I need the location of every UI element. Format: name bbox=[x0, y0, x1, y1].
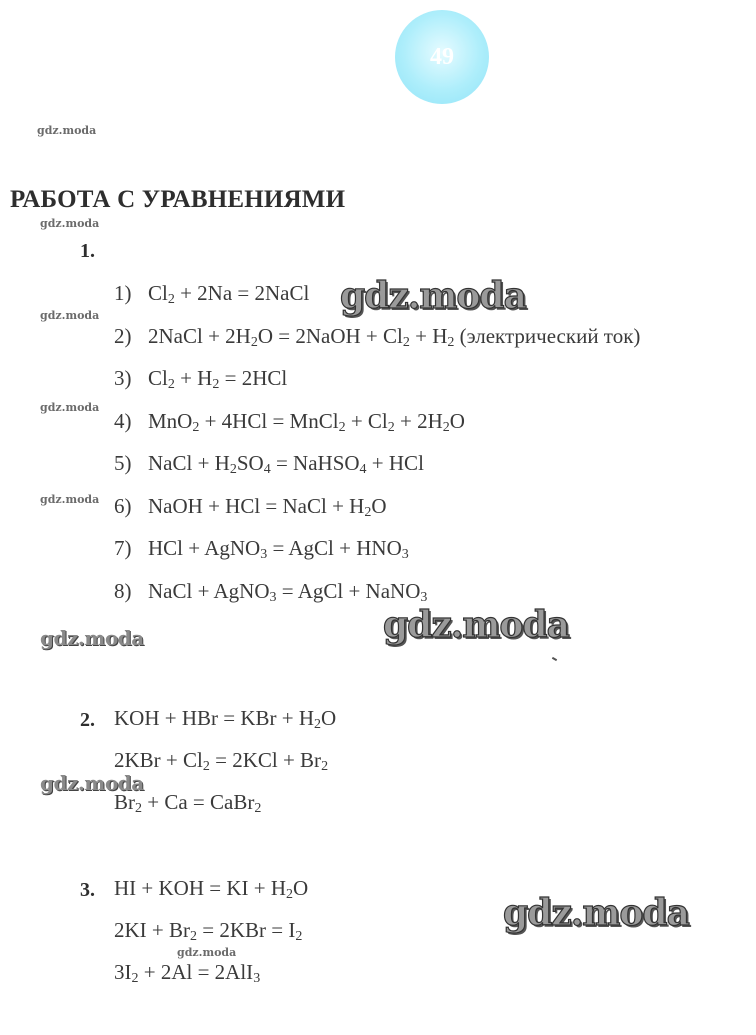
formula-text: + 2Na = 2NaCl bbox=[174, 281, 310, 305]
subscript: 2 bbox=[229, 462, 237, 477]
page-title: РАБОТА С УРАВНЕНИЯМИ bbox=[10, 186, 346, 213]
formula-text: Br bbox=[114, 790, 135, 814]
formula-text: + 4HCl = MnCl bbox=[199, 408, 339, 433]
formula-text: Cl bbox=[148, 281, 168, 305]
equation bbox=[114, 748, 328, 773]
formula-text: O bbox=[293, 876, 309, 900]
formula-text: HCl + AgNO bbox=[148, 536, 261, 560]
formula-text: + Ca = CaBr bbox=[142, 790, 255, 814]
subscript: 2 bbox=[314, 717, 322, 732]
watermark-large: gdz.moda bbox=[503, 892, 689, 934]
formula-text: = NaHSO bbox=[270, 451, 360, 475]
subscript: 2 bbox=[442, 419, 450, 435]
subscript: 4 bbox=[359, 462, 367, 477]
task-1-label: 1. bbox=[80, 240, 95, 262]
formula-text: HI + KOH = KI + H bbox=[114, 876, 287, 900]
formula-text: NaCl + AgNO bbox=[148, 578, 270, 603]
formula-text: + HCl bbox=[366, 451, 424, 475]
equation-number: 7) bbox=[114, 536, 132, 560]
formula-text: MnO bbox=[148, 408, 193, 433]
stray-mark bbox=[552, 657, 557, 661]
formula-text: 2KI + Br bbox=[114, 918, 191, 942]
formula-text: O = 2NaOH + Cl bbox=[257, 323, 403, 348]
subscript: 2 bbox=[167, 292, 175, 307]
equation bbox=[114, 706, 336, 731]
formula-text: 3I bbox=[114, 960, 132, 984]
subscript: 2 bbox=[338, 419, 346, 435]
equation bbox=[114, 960, 260, 985]
formula-text: = 2KCl + Br bbox=[209, 748, 322, 772]
formula-text: = AgCl + HNO bbox=[267, 536, 402, 560]
equation-number: 4) bbox=[114, 408, 132, 433]
subscript: 2 bbox=[286, 887, 294, 902]
subscript: 3 bbox=[420, 589, 428, 605]
subscript: 2 bbox=[190, 929, 198, 944]
equation bbox=[114, 876, 308, 901]
equation bbox=[114, 366, 287, 391]
equation bbox=[114, 790, 261, 815]
subscript: 3 bbox=[260, 547, 268, 562]
equation-number: 6) bbox=[114, 493, 132, 518]
watermark: gdz.moda bbox=[40, 771, 144, 795]
task-3-label: 3. bbox=[80, 879, 95, 901]
watermark: gdz.moda bbox=[40, 493, 100, 506]
equation bbox=[114, 281, 309, 306]
formula-text: 2KBr + Cl bbox=[114, 748, 203, 772]
watermark-large: gdz.moda bbox=[383, 604, 569, 646]
subscript: 2 bbox=[167, 377, 175, 392]
formula-text: + H bbox=[409, 323, 448, 348]
subscript: 2 bbox=[321, 759, 329, 774]
formula-text: NaOH + HCl = NaCl + H bbox=[148, 493, 365, 518]
formula-text: (электрический ток) bbox=[454, 323, 641, 348]
watermark: gdz.moda bbox=[40, 309, 100, 322]
subscript: 2 bbox=[364, 504, 372, 520]
equation bbox=[114, 324, 640, 349]
page-number: 49 bbox=[430, 43, 454, 70]
formula-text: O bbox=[449, 408, 465, 433]
formula-text: SO bbox=[236, 451, 264, 475]
page-number-badge bbox=[395, 10, 489, 104]
formula-text: = 2KBr = I bbox=[197, 918, 296, 942]
equation bbox=[114, 536, 409, 561]
formula-text: NaCl + H bbox=[148, 451, 230, 475]
subscript: 2 bbox=[135, 801, 142, 816]
subscript: 2 bbox=[447, 334, 455, 350]
subscript: 2 bbox=[387, 419, 395, 435]
watermark: gdz.moda bbox=[40, 626, 144, 650]
equation bbox=[114, 451, 424, 476]
equation bbox=[114, 409, 465, 434]
formula-text: + Cl bbox=[345, 408, 388, 433]
subscript: 2 bbox=[131, 971, 139, 986]
watermark: gdz.moda bbox=[40, 217, 100, 230]
formula-text: = AgCl + NaNO bbox=[276, 578, 421, 603]
formula-text: KOH + HBr = KBr + H bbox=[114, 706, 315, 730]
subscript: 2 bbox=[402, 334, 410, 350]
formula-text: + H bbox=[174, 366, 213, 390]
formula-text: + 2H bbox=[394, 408, 443, 433]
subscript: 3 bbox=[269, 589, 277, 605]
subscript: 2 bbox=[202, 759, 210, 774]
watermark: gdz.moda bbox=[177, 946, 237, 959]
subscript: 2 bbox=[250, 334, 258, 350]
formula-text: = 2HCl bbox=[219, 366, 288, 390]
equation-number: 5) bbox=[114, 451, 132, 475]
subscript: 2 bbox=[192, 419, 200, 435]
formula-text: 2NaCl + 2H bbox=[148, 323, 251, 348]
equation-number: 1) bbox=[114, 281, 132, 305]
task-2-label: 2. bbox=[80, 709, 95, 731]
formula-text: O bbox=[371, 493, 387, 518]
subscript: 2 bbox=[212, 377, 220, 392]
subscript: 4 bbox=[263, 462, 271, 477]
formula-text: O bbox=[321, 706, 337, 730]
equation-number: 8) bbox=[114, 578, 132, 603]
equation bbox=[114, 494, 387, 519]
watermark-large: gdz.moda bbox=[340, 275, 526, 317]
formula-text: + 2Al = 2AlI bbox=[138, 960, 254, 984]
equation bbox=[114, 579, 427, 604]
subscript: 3 bbox=[401, 547, 409, 562]
watermark: gdz.moda bbox=[37, 124, 97, 137]
watermark: gdz.moda bbox=[40, 401, 100, 414]
formula-text: Cl bbox=[148, 366, 168, 390]
equation-number: 3) bbox=[114, 366, 132, 390]
subscript: 2 bbox=[254, 801, 262, 816]
subscript: 2 bbox=[295, 929, 303, 944]
subscript: 3 bbox=[253, 971, 261, 986]
equation bbox=[114, 918, 302, 943]
equation-number: 2) bbox=[114, 323, 132, 348]
